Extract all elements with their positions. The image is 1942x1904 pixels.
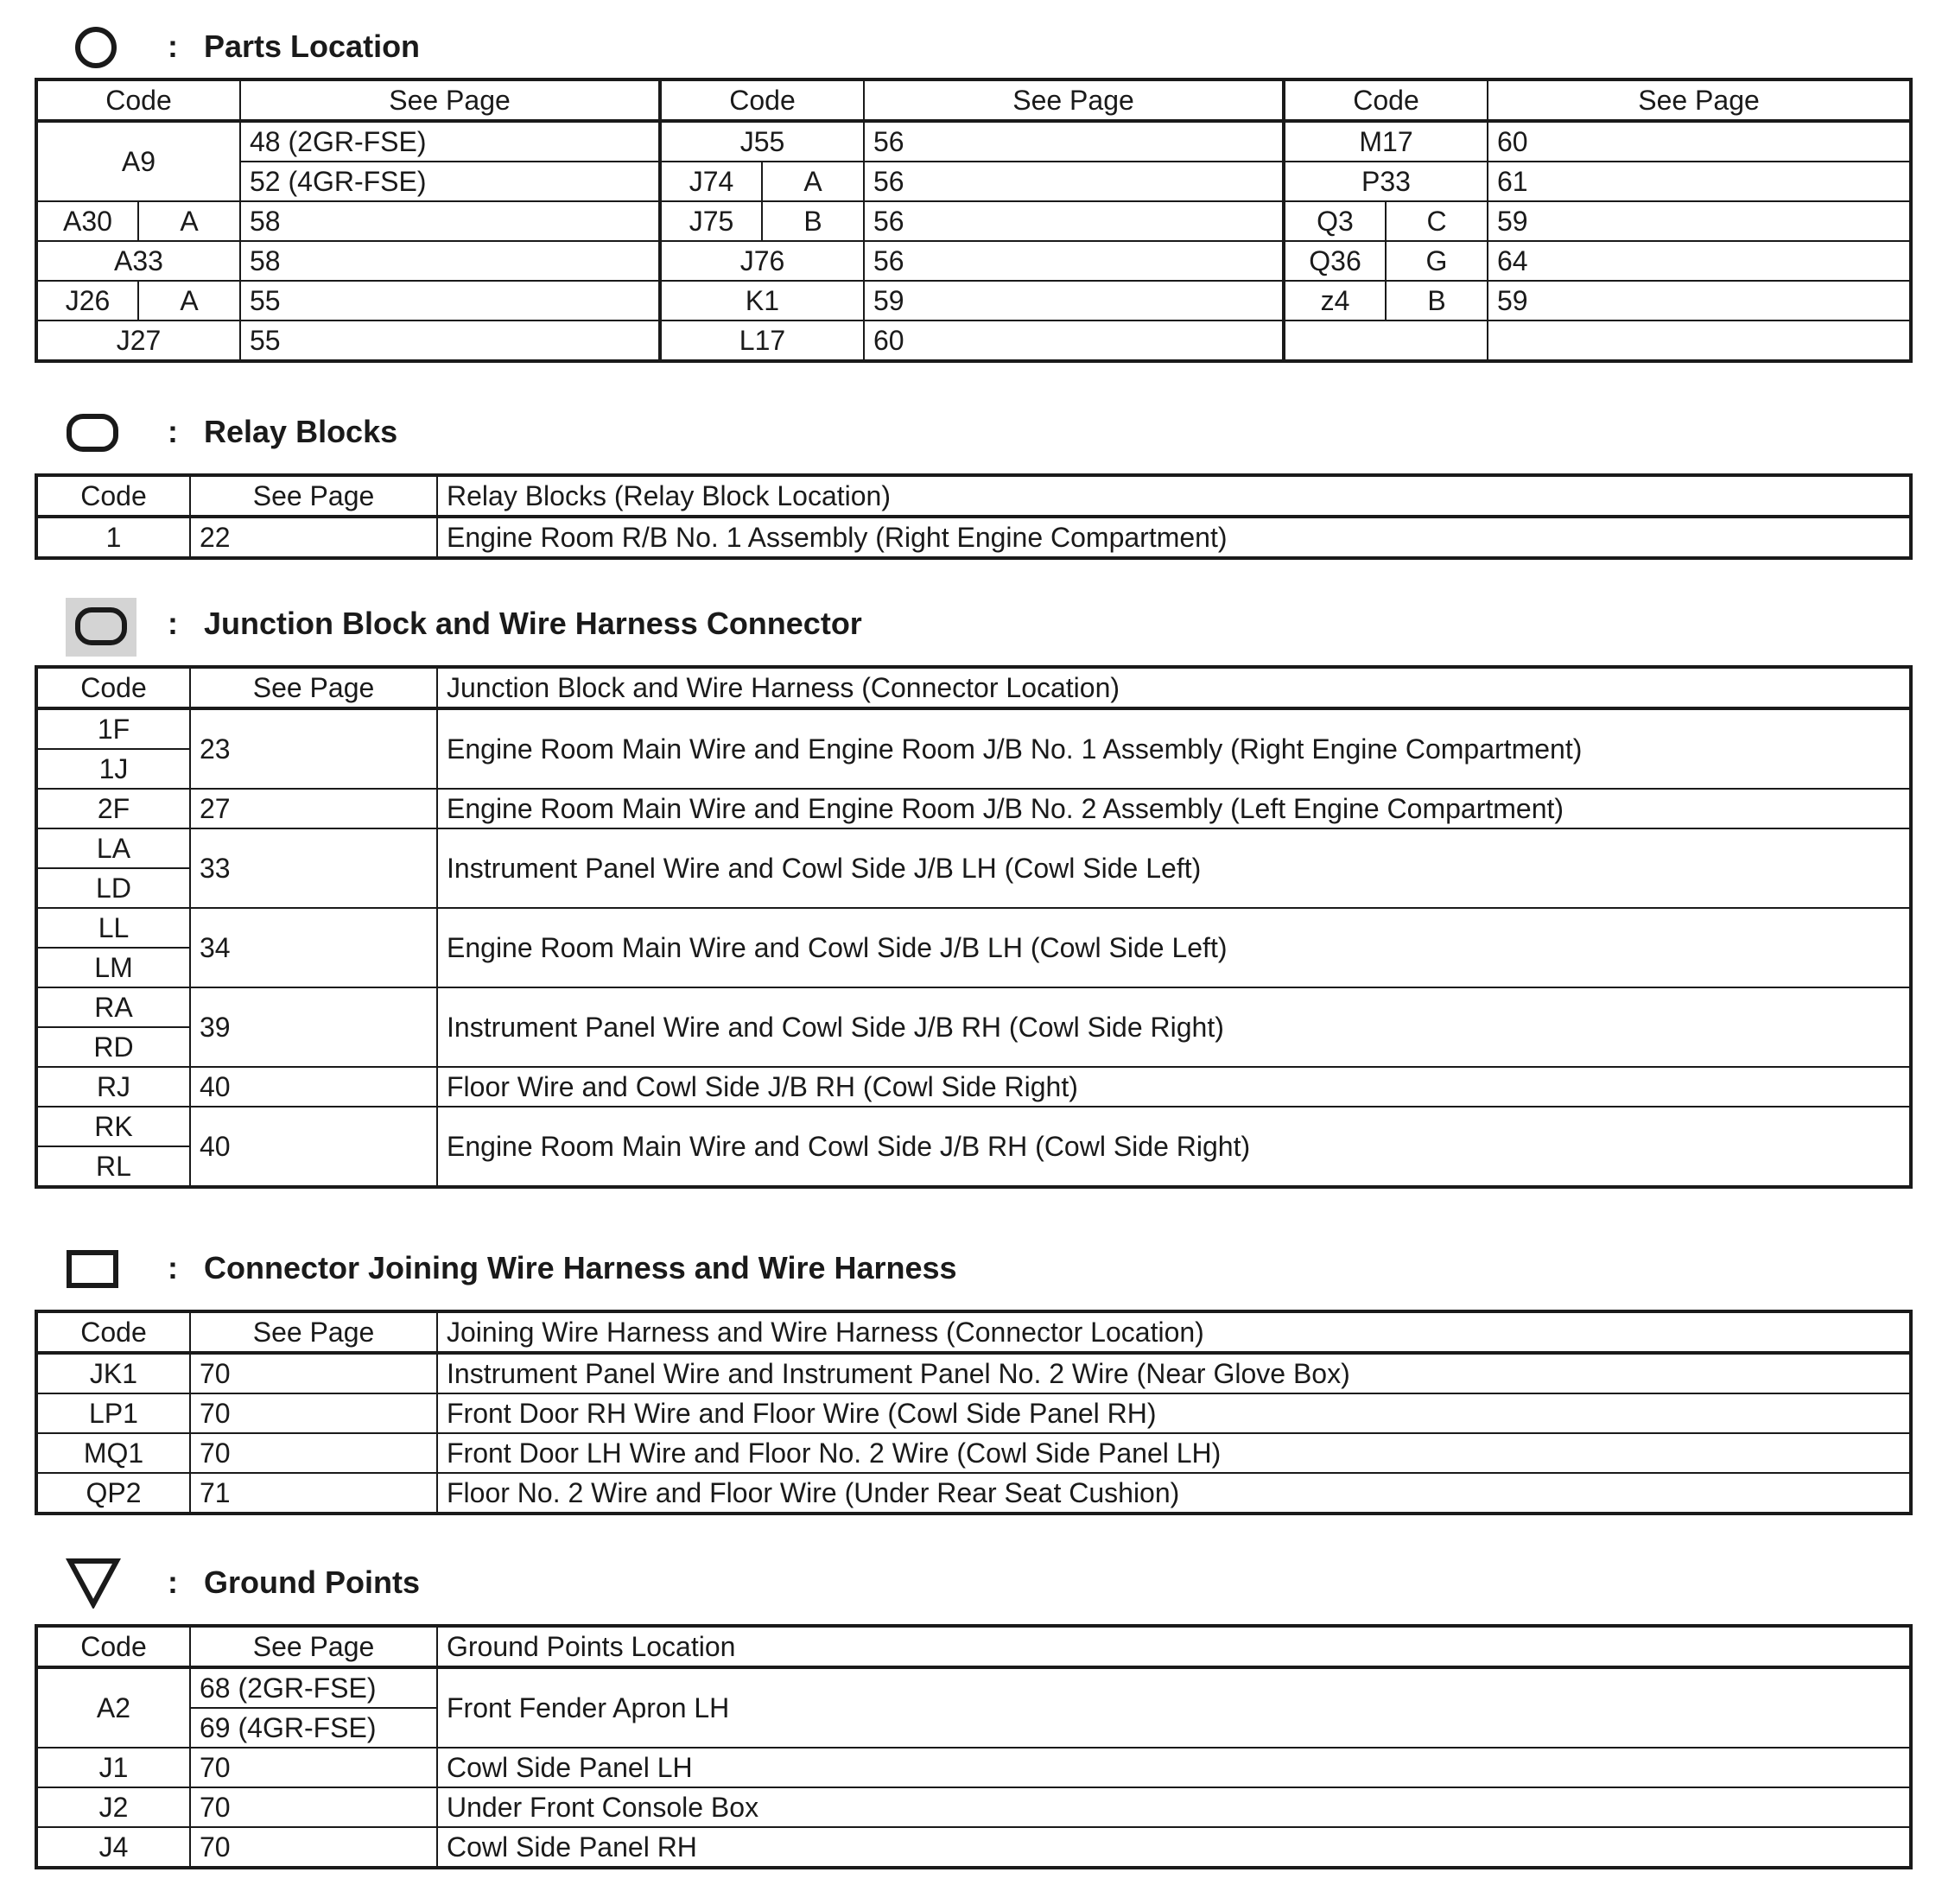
table-row: [36, 1067, 1911, 1107]
page-cell: 39: [190, 987, 437, 1067]
code-cell: P33: [1284, 162, 1488, 201]
empty-cell: [1488, 321, 1911, 361]
code-cell: A33: [36, 241, 240, 281]
sub-code-cell: B: [762, 201, 864, 241]
header-description: Joining Wire Harness and Wire Harness (Connector Location): [437, 1311, 1911, 1353]
table-header-row: [36, 475, 1911, 517]
table-row: [36, 1667, 1911, 1708]
header-description: Relay Blocks (Relay Block Location): [437, 475, 1911, 517]
description-cell: Cowl Side Panel LH: [437, 1748, 1911, 1787]
code-cell: Q3: [1284, 201, 1386, 241]
junction-block-title: Junction Block and Wire Harness Connector: [204, 606, 862, 641]
empty-cell: [1284, 321, 1488, 361]
table-row: [36, 1107, 1911, 1146]
code-cell: K1: [660, 281, 864, 321]
page-cell: 59: [1488, 201, 1911, 241]
parts-location-title: Parts Location: [204, 29, 421, 64]
page-cell: 23: [190, 708, 437, 789]
square-symbol-icon: [66, 1247, 119, 1291]
ground-points-heading: [0, 1557, 1942, 1609]
code-cell: MQ1: [36, 1433, 190, 1473]
parts-location-heading: [0, 21, 1942, 73]
code-cell: M17: [1284, 121, 1488, 162]
table-header-row: [36, 1311, 1911, 1353]
rounded-rect-symbol-icon: [66, 411, 119, 454]
table-row: [36, 1393, 1911, 1433]
description-cell: Under Front Console Box: [437, 1787, 1911, 1827]
table-header-row: [36, 667, 1911, 708]
ground-points-title: Ground Points: [204, 1564, 420, 1600]
junction-block-heading: [0, 598, 1942, 650]
page-cell: 70: [190, 1787, 437, 1827]
table-row: [36, 121, 1911, 162]
code-cell: 2F: [36, 789, 190, 828]
code-cell: J4: [36, 1827, 190, 1868]
page-cell: 70: [190, 1353, 437, 1393]
table-row: [36, 201, 1911, 241]
code-cell: Q36: [1284, 241, 1386, 281]
description-cell: Engine Room Main Wire and Cowl Side J/B LH (Cowl Side Left): [437, 908, 1911, 987]
code-cell: J75: [660, 201, 762, 241]
header-description: Ground Points Location: [437, 1626, 1911, 1667]
header-description: Junction Block and Wire Harness (Connector Location): [437, 667, 1911, 708]
sub-code-cell: A: [762, 162, 864, 201]
sub-code-cell: C: [1386, 201, 1488, 241]
page-cell: 70: [190, 1433, 437, 1473]
page-cell: 71: [190, 1473, 437, 1514]
joining-connector-heading: [0, 1242, 1942, 1294]
page-cell: 61: [1488, 162, 1911, 201]
page-cell: 56: [864, 201, 1284, 241]
page-cell: 59: [864, 281, 1284, 321]
page-cell: 69 (4GR-FSE): [190, 1708, 437, 1748]
heading-colon: :: [168, 414, 178, 449]
header-see-page: See Page: [1488, 79, 1911, 121]
description-cell: Front Door RH Wire and Floor Wire (Cowl Side Panel RH): [437, 1393, 1911, 1433]
heading-colon: :: [168, 29, 178, 64]
code-cell: J27: [36, 321, 240, 361]
code-cell: J2: [36, 1787, 190, 1827]
page-cell: 55: [240, 321, 660, 361]
heading-colon: :: [168, 1250, 178, 1285]
code-cell: LA: [36, 828, 190, 868]
code-cell: A30: [36, 201, 138, 241]
table-row: [36, 828, 1911, 868]
sub-code-cell: G: [1386, 241, 1488, 281]
relay-blocks-title: Relay Blocks: [204, 414, 398, 449]
page-cell: 68 (2GR-FSE): [190, 1667, 437, 1708]
header-code: Code: [36, 1626, 190, 1667]
triangle-symbol-icon: [66, 1557, 121, 1609]
table-row: [36, 987, 1911, 1027]
table-row: [36, 1787, 1911, 1827]
description-cell: Instrument Panel Wire and Cowl Side J/B RH (Cowl Side Right): [437, 987, 1911, 1067]
header-see-page: See Page: [240, 79, 660, 121]
header-see-page: See Page: [190, 667, 437, 708]
page-cell: 60: [864, 321, 1284, 361]
description-cell: Front Door LH Wire and Floor No. 2 Wire (Cowl Side Panel LH): [437, 1433, 1911, 1473]
sub-code-cell: B: [1386, 281, 1488, 321]
table-row: [36, 789, 1911, 828]
table-row: [36, 1473, 1911, 1514]
table-row: [36, 162, 1911, 201]
page-cell: 56: [864, 121, 1284, 162]
table-header-row: [36, 79, 1911, 121]
heading-colon: :: [168, 1564, 178, 1600]
code-cell: L17: [660, 321, 864, 361]
joining-connector-title: Connector Joining Wire Harness and Wire Harness: [204, 1250, 957, 1285]
code-cell: z4: [1284, 281, 1386, 321]
table-row: [36, 1748, 1911, 1787]
code-cell: QP2: [36, 1473, 190, 1514]
page-cell: 27: [190, 789, 437, 828]
code-cell: LD: [36, 868, 190, 908]
code-cell: J76: [660, 241, 864, 281]
page-cell: 70: [190, 1827, 437, 1868]
code-cell: A2: [36, 1667, 190, 1748]
code-cell: A9: [36, 121, 240, 201]
page-cell: 56: [864, 162, 1284, 201]
header-code: Code: [36, 1311, 190, 1353]
code-cell: J1: [36, 1748, 190, 1787]
description-cell: Engine Room Main Wire and Cowl Side J/B RH (Cowl Side Right): [437, 1107, 1911, 1187]
header-code: Code: [660, 79, 864, 121]
code-cell: J26: [36, 281, 138, 321]
table-row: [36, 241, 1911, 281]
code-cell: RA: [36, 987, 190, 1027]
description-cell: Engine Room Main Wire and Engine Room J/B No. 2 Assembly (Left Engine Compartment): [437, 789, 1911, 828]
code-cell: J55: [660, 121, 864, 162]
header-code: Code: [36, 667, 190, 708]
header-see-page: See Page: [864, 79, 1284, 121]
sub-code-cell: A: [138, 201, 240, 241]
header-see-page: See Page: [190, 475, 437, 517]
page-cell: 58: [240, 201, 660, 241]
header-code: Code: [36, 79, 240, 121]
joining-connector-table: [35, 1310, 1913, 1515]
code-cell: RJ: [36, 1067, 190, 1107]
page-cell: 70: [190, 1393, 437, 1433]
page-cell: 34: [190, 908, 437, 987]
parts-location-table: [35, 78, 1913, 363]
page-cell: 33: [190, 828, 437, 908]
description-cell: Front Fender Apron LH: [437, 1667, 1911, 1748]
code-cell: 1J: [36, 749, 190, 789]
code-cell: RK: [36, 1107, 190, 1146]
page-cell: 48 (2GR-FSE): [240, 121, 660, 162]
page-cell: 55: [240, 281, 660, 321]
description-cell: Engine Room Main Wire and Engine Room J/B No. 1 Assembly (Right Engine Compartment): [437, 708, 1911, 789]
sub-code-cell: A: [138, 281, 240, 321]
table-row: [36, 321, 1911, 361]
page-cell: 40: [190, 1067, 437, 1107]
junction-block-table: [35, 665, 1913, 1189]
page-cell: 59: [1488, 281, 1911, 321]
page-cell: 52 (4GR-FSE): [240, 162, 660, 201]
heading-colon: :: [168, 606, 178, 641]
header-code: Code: [1284, 79, 1488, 121]
description-cell: Engine Room R/B No. 1 Assembly (Right Engine Compartment): [437, 517, 1911, 558]
code-cell: 1: [36, 517, 190, 558]
code-cell: LP1: [36, 1393, 190, 1433]
code-cell: RL: [36, 1146, 190, 1187]
code-cell: LM: [36, 948, 190, 987]
table-row: [36, 908, 1911, 948]
description-cell: Instrument Panel Wire and Instrument Panel No. 2 Wire (Near Glove Box): [437, 1353, 1911, 1393]
table-row: [36, 1353, 1911, 1393]
table-row: [36, 708, 1911, 749]
circle-symbol-icon: [74, 26, 117, 69]
page-cell: 40: [190, 1107, 437, 1187]
description-cell: Cowl Side Panel RH: [437, 1827, 1911, 1868]
header-see-page: See Page: [190, 1311, 437, 1353]
description-cell: Floor No. 2 Wire and Floor Wire (Under Rear Seat Cushion): [437, 1473, 1911, 1514]
table-row: [36, 1827, 1911, 1868]
header-code: Code: [36, 475, 190, 517]
table-header-row: [36, 1626, 1911, 1667]
relay-blocks-table: [35, 473, 1913, 560]
page-cell: 64: [1488, 241, 1911, 281]
ground-points-table: [35, 1624, 1913, 1869]
page-cell: 60: [1488, 121, 1911, 162]
table-row: [36, 281, 1911, 321]
code-cell: J74: [660, 162, 762, 201]
relay-blocks-heading: [0, 406, 1942, 458]
rounded-rect-shaded-symbol-icon: [74, 605, 128, 648]
code-cell: 1F: [36, 708, 190, 749]
page-cell: 22: [190, 517, 437, 558]
page-cell: 56: [864, 241, 1284, 281]
table-row: [36, 517, 1911, 558]
description-cell: Floor Wire and Cowl Side J/B RH (Cowl Side Right): [437, 1067, 1911, 1107]
code-cell: LL: [36, 908, 190, 948]
code-cell: RD: [36, 1027, 190, 1067]
header-see-page: See Page: [190, 1626, 437, 1667]
description-cell: Instrument Panel Wire and Cowl Side J/B LH (Cowl Side Left): [437, 828, 1911, 908]
code-cell: JK1: [36, 1353, 190, 1393]
table-row: [36, 1433, 1911, 1473]
page-cell: 58: [240, 241, 660, 281]
page-cell: 70: [190, 1748, 437, 1787]
